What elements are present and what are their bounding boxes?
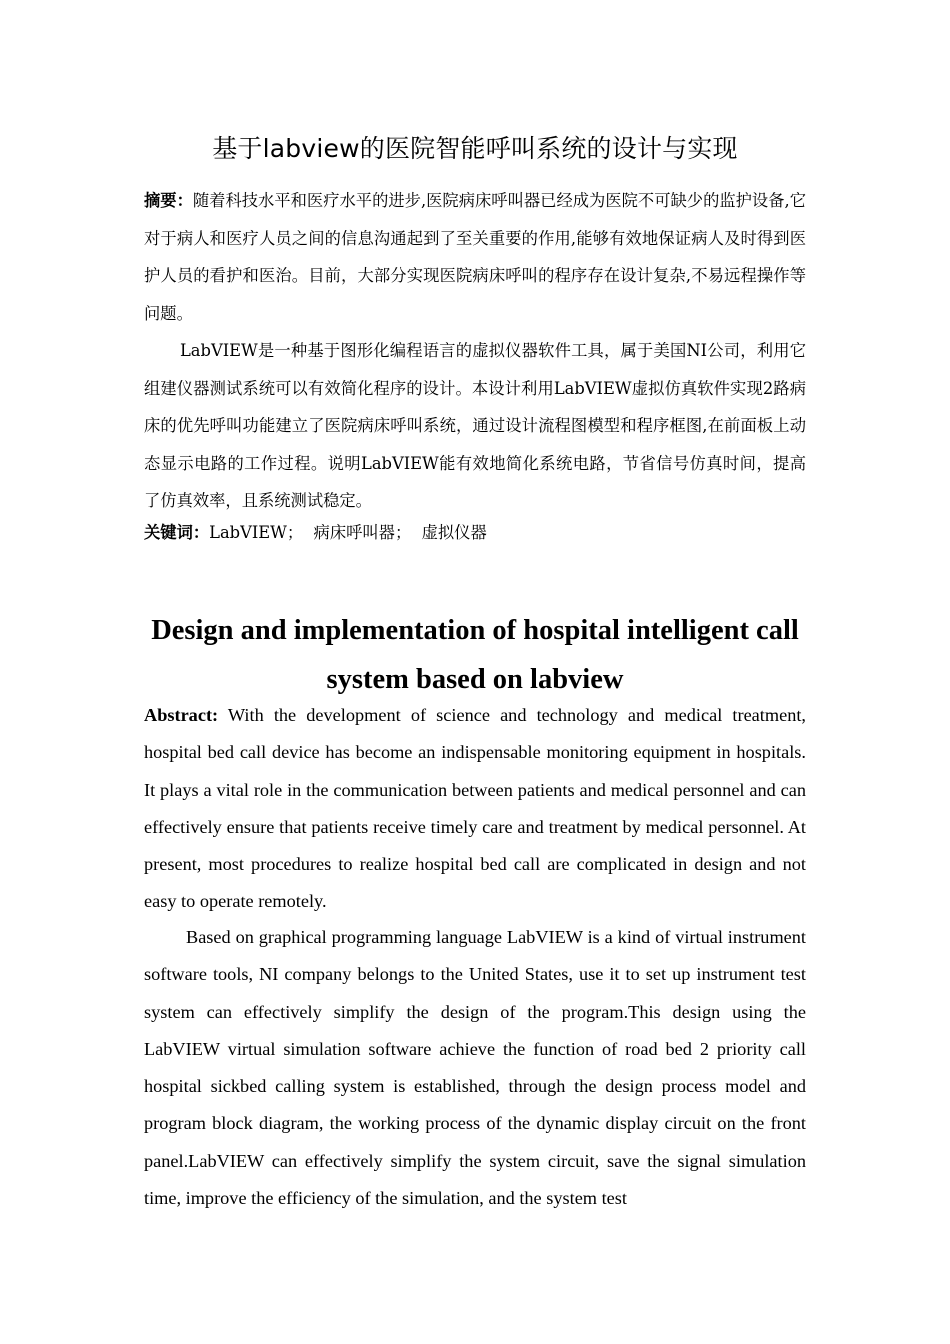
- keyword-2: 病床呼叫器；: [313, 523, 412, 542]
- english-title: Design and implementation of hospital intelligent call system based on labview: [151, 615, 799, 695]
- keywords-label: 关键词：: [144, 523, 210, 542]
- chinese-title: 基于labview的医院智能呼叫系统的设计与实现: [212, 134, 738, 163]
- chinese-keywords: [144, 514, 806, 552]
- chinese-abstract-label: 摘要：: [144, 191, 193, 210]
- english-paragraph-2: Based on graphical programming language LabVIEW is a kind of virtual instrument software tools, NI company belongs to the United States, use it to set up instrument test system can effectively simplify the design of the program.This design using the LabVIEW virtual simulation software achieve the function of road bed 2 priority call hospital sickbed calling system is established, through the design process model and program block diagram, the working process of the dynamic display circuit on the front panel.LabVIEW can effectively simplify the system circuit, save the signal simulation time, improve the efficiency of the simulation, and the system test: [144, 927, 806, 1209]
- keyword-1: LabVIEW；: [209, 523, 304, 542]
- chinese-abstract: [144, 182, 806, 332]
- chinese-paragraph-2: LabVIEW是一种基于图形化编程语言的虚拟仪器软件工具，属于美国NI公司，利用它组建仪器测试系统可以有效简化程序的设计。本设计利用LabVIEW虚拟仿真软件实现2路病床的优先呼叫功能建立了医院病床呼叫系统，通过设计流程图模型和程序框图,在前面板上动态显示电路的工作过程。说明LabVIEW能有效地简化系统电路，节省信号仿真时间，提高了仿真效率，且系统测试稳定。: [144, 341, 806, 511]
- keyword-3: 虚拟仪器: [421, 523, 487, 542]
- english-abstract: [144, 697, 806, 921]
- english-abstract-label: Abstract:: [144, 705, 219, 725]
- chinese-abstract-text: 随着科技水平和医疗水平的进步,医院病床呼叫器已经成为医院不可缺少的监护设备,它对于病人和医疗人员之间的信息沟通起到了至关重要的作用,能够有效地保证病人及时得到医护人员的看护和医治。目前，大部分实现医院病床呼叫的程序存在设计复杂,不易远程操作等问题。: [144, 191, 806, 323]
- english-abstract-text: With the development of science and technology and medical treatment, hospital bed call device has become an indispensable monitoring equipment in hospitals. It plays a vital role in the communication between patients and medical personnel and can effectively ensure that patients receive timely care and treatment by medical personnel. At present, most procedures to realize hospital bed call are complicated in design and not easy to operate remotely.: [144, 705, 806, 912]
